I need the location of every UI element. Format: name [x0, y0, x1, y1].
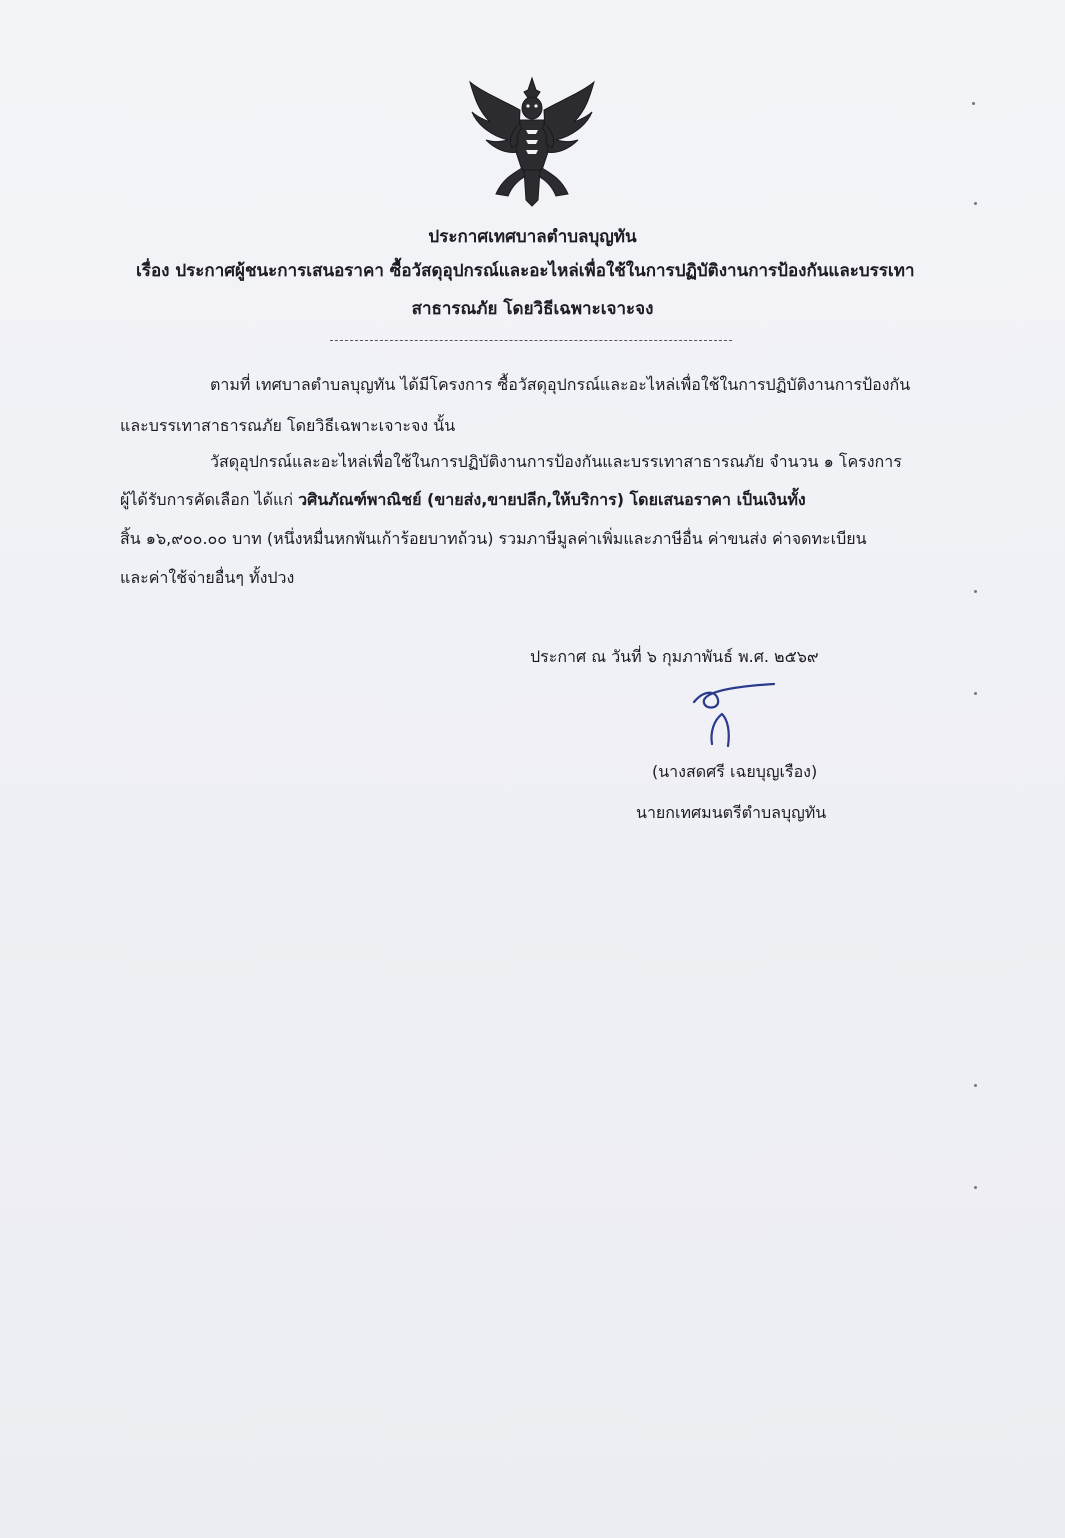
scan-speck — [974, 202, 977, 205]
garuda-emblem-icon — [462, 70, 602, 210]
scan-speck — [974, 590, 977, 593]
signer-name: (นางสดศรี เฉยบุญเรือง) — [652, 762, 818, 781]
announcement-date: ประกาศ ณ วันที่ ๖ กุมภาพันธ์ พ.ศ. ๒๕๖๙ — [530, 647, 819, 666]
scan-speck — [974, 692, 977, 695]
document-heading: ประกาศเทศบาลตำบลบุญทัน — [428, 227, 637, 247]
scan-speck — [974, 1186, 977, 1189]
document-subject-line-2: สาธารณภัย โดยวิธีเฉพาะเจาะจง — [411, 299, 654, 319]
document-subject-line-1: เรื่อง ประกาศผู้ชนะการเสนอราคา ซื้อวัสดุอุปกรณ์และอะไหล่เพื่อใช้ในการปฏิบัติงานการป้องกันและบรรเทา — [136, 261, 915, 281]
separator-line — [330, 340, 732, 341]
paragraph2-line4: และค่าใช้จ่ายอื่นๆ ทั้งปวง — [120, 568, 295, 587]
paragraph2-line3: สิ้น ๑๖,๙๐๐.๐๐ บาท (หนึ่งหมื่นหกพันเก้าร้อยบาทถ้วน) รวมภาษีมูลค่าเพิ่มและภาษีอื่น ค่าขนส่ง ค่าจดทะเบียน — [120, 529, 867, 548]
signer-title: นายกเทศมนตรีตำบลบุญทัน — [636, 803, 827, 822]
handwritten-signature-icon — [682, 680, 782, 752]
scan-speck — [972, 102, 975, 105]
paragraph2-line2 — [120, 489, 806, 511]
scan-speck — [974, 1084, 977, 1087]
winner-name: วศินภัณฑ์พาณิชย์ (ขายส่ง,ขายปลีก,ให้บริการ) โดยเสนอราคา เป็นเงินทั้ง — [298, 490, 806, 509]
paragraph2-line1: วัสดุอุปกรณ์และอะไหล่เพื่อใช้ในการปฏิบัติงานการป้องกันและบรรเทาสาธารณภัย จำนวน ๑ โครงการ — [210, 452, 902, 471]
paragraph1-line1: ตามที่ เทศบาลตำบลบุญทัน ได้มีโครงการ ซื้อวัสดุอุปกรณ์และอะไหล่เพื่อใช้ในการปฏิบัติงานการป้องกัน — [210, 375, 911, 394]
winner-label: ผู้ได้รับการคัดเลือก ได้แก่ — [120, 490, 299, 509]
paragraph1-line2: และบรรเทาสาธารณภัย โดยวิธีเฉพาะเจาะจง นั้น — [120, 416, 456, 435]
